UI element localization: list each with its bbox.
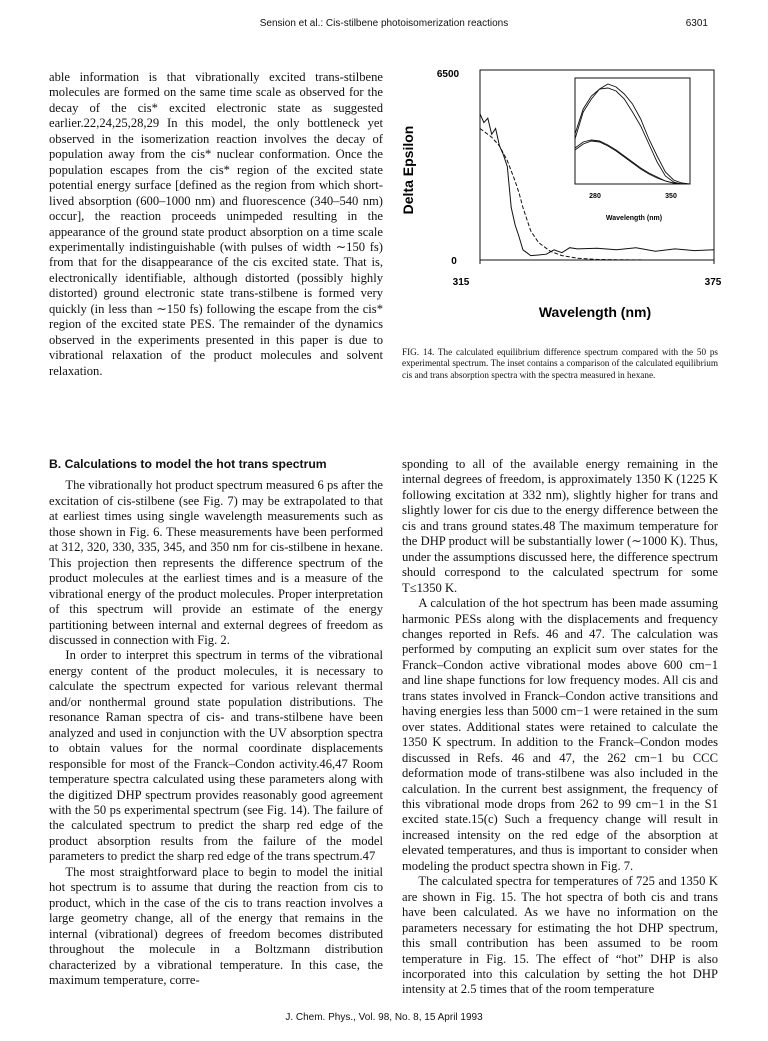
inset-frame xyxy=(575,78,690,184)
section-heading: B. Calculations to model the hot trans spectrum xyxy=(49,457,327,471)
page-number: 6301 xyxy=(685,18,708,29)
x-tick-label: 315 xyxy=(452,277,470,288)
y-axis-label: Delta Epsilon xyxy=(400,125,416,215)
body-paragraph: The calculated spectra for temperatures of 725 and 1350 K are shown in Fig. 15. The hot spectra of both cis and trans have been calculated. As we have no information on the parameters necessary for estimating the hot DHP spectrum, this small contribution has been assumed to be room temperature in Fig. 15. The effect of “hot” DHP is also incorporated into this calculation by setting the hot DHP intensity at 2.5 times that of the room temperature xyxy=(402,874,718,997)
body-paragraph: The vibrationally hot product spectrum measured 6 ps after the excitation of cis-stilbene (see Fig. 7) may be extrapolated to that at earliest times using single wavelength measurements such as those shown in Fig. 6. These measurements have been performed at 312, 320, 330, 335, 345, and 350 nm for cis-stilbene in hexane. This projection then represents the difference spectrum of the product molecules at the earliest times and is a measure of the vibrational energy of the product molecules. Proper interpretation of this spectrum will provide an estimate of the energy partitioning between internal and external degrees of freedom as discussed in connection with Fig. 2. xyxy=(49,478,383,647)
y-tick-label: 0 xyxy=(451,256,457,267)
running-title: Sension et al.: Cis-stilbene photoisomerization reactions xyxy=(259,18,509,29)
inset-x-tick-label: 350 xyxy=(665,193,677,200)
figure-14 xyxy=(398,60,728,380)
body-paragraph: able information is that vibrationally excited trans-stilbene molecules are formed on the same time scale as observed for the decay of the cis* excited electronic state as suggested earlier.22,24,25,28,29 In this model, the only bottleneck yet observed in the isomerization reaction involves the decay of population away from the cis* nuclear conformation. Once the population escapes from the cis* region of the excited state potential energy surface [defined as the region from which short-lived absorption (600–1000 nm) and fluorescence (340–540 nm) occur], the reaction proceeds unimpeded resulting in the appearance of the ground state product absorption on a time scale experimentally indistinguishable (with pulses of width ∼150 fs) from that for the disappearance of the cis excited state. That is, electronically identifiable, although distorted (possibly highly distorted) ground electronic state trans-stilbene is formed very quickly (in less than ∼150 fs) following the escape from the cis* region of the excited state PES. The remainder of the dynamics observed in the experiments presented in this paper is due to vibrational relaxation of the product molecules and solvent relaxation. xyxy=(49,70,383,378)
body-paragraph: sponding to all of the available energy remaining in the internal degrees of freedom, is approximately 1350 K (1225 K following excitation at 332 nm), slightly higher for trans and slightly lower for cis due to the energy difference between the cis and trans ground states.48 The maximum temperature for the DHP product will be substantially lower (∼1000 K). Thus, under the assumptions discussed here, the difference spectrum should correspond to the calculated spectrum for some T≤1350 K. xyxy=(402,457,718,595)
body-paragraph: The most straightforward place to begin to model the initial hot spectrum is to assume that during the reaction from cis to product, which in the case of the cis to trans reaction involves a large geometry change, all of the energy that remains in the internal (vibrational) degrees of freedom becomes distributed throughout the molecule in a Boltzmann distribution characterized by a vibrational temperature. In this case, the maximum temperature, corre- xyxy=(49,864,383,987)
left-column-top xyxy=(49,70,383,379)
difference-spectrum-chart xyxy=(398,60,728,340)
right-column-bottom xyxy=(402,457,718,998)
x-axis-label: Wavelength (nm) xyxy=(538,304,652,320)
figure-caption: FIG. 14. The calculated equilibrium difference spectrum compared with the 50 ps experimental spectrum. The inset contains a comparison of the calculated equilibrium cis and trans absorption spectra with the spectra measured in hexane. xyxy=(402,347,718,380)
inset-x-tick-label: 280 xyxy=(589,193,601,200)
body-paragraph: In order to interpret this spectrum in terms of the vibrational energy content of the product molecules, it is necessary to calculate the spectrum expected for various relevant thermal and/or nonthermal ground state population distributions. The resonance Raman spectra of cis- and trans-stilbene have been analyzed and used in conjunction with the UV absorption spectra to obtain values for the normal coordinate displacements responsible for most of the Franck–Condon activity.46,47 Room temperature spectra calculated using these parameters along with the digitized DHP spectrum provides reasonably good agreement with the 50 ps experimental spectrum (see Fig. 14). The failure of the calculated spectrum to predict the sharp red edge of the product absorption results from the failure of the model parameters to predict the sharp red edge of the trans spectrum.47 xyxy=(49,648,383,864)
journal-footer: J. Chem. Phys., Vol. 98, No. 8, 15 April 1993 xyxy=(285,1012,483,1023)
x-tick-label: 375 xyxy=(704,277,722,288)
left-column-bottom xyxy=(49,457,383,988)
body-paragraph: A calculation of the hot spectrum has been made assuming harmonic PESs along with the displacements and frequency changes reported in Refs. 46 and 47. The calculation was performed by computing an explicit sum over states for the Franck–Condon active vibrational modes above 600 cm−1 and line shape functions for low frequency modes. All cis and trans states involved in Franck–Condon active transitions and having energies less than 5000 cm−1 were retained in the sum over states. Additional states were retained to calculate the 1350 K spectrum. In addition to the Franck–Condon modes discussed in Refs. 46 and 47, the 262 cm−1 bu CCC deformation mode of trans-stilbene was also included in the calculation. In the current best assignment, the frequency of this vibrational mode drops from 262 to 99 cm−1 in the S1 excited state.15(c) Such a frequency change will result in increased intensity on the red edge of the absorption at elevated temperatures, and thus is important to consider when modeling the product spectra shown in Fig. 7. xyxy=(402,596,718,873)
y-tick-label: 6500 xyxy=(436,69,460,80)
inset-x-axis-label: Wavelength (nm) xyxy=(605,215,663,222)
